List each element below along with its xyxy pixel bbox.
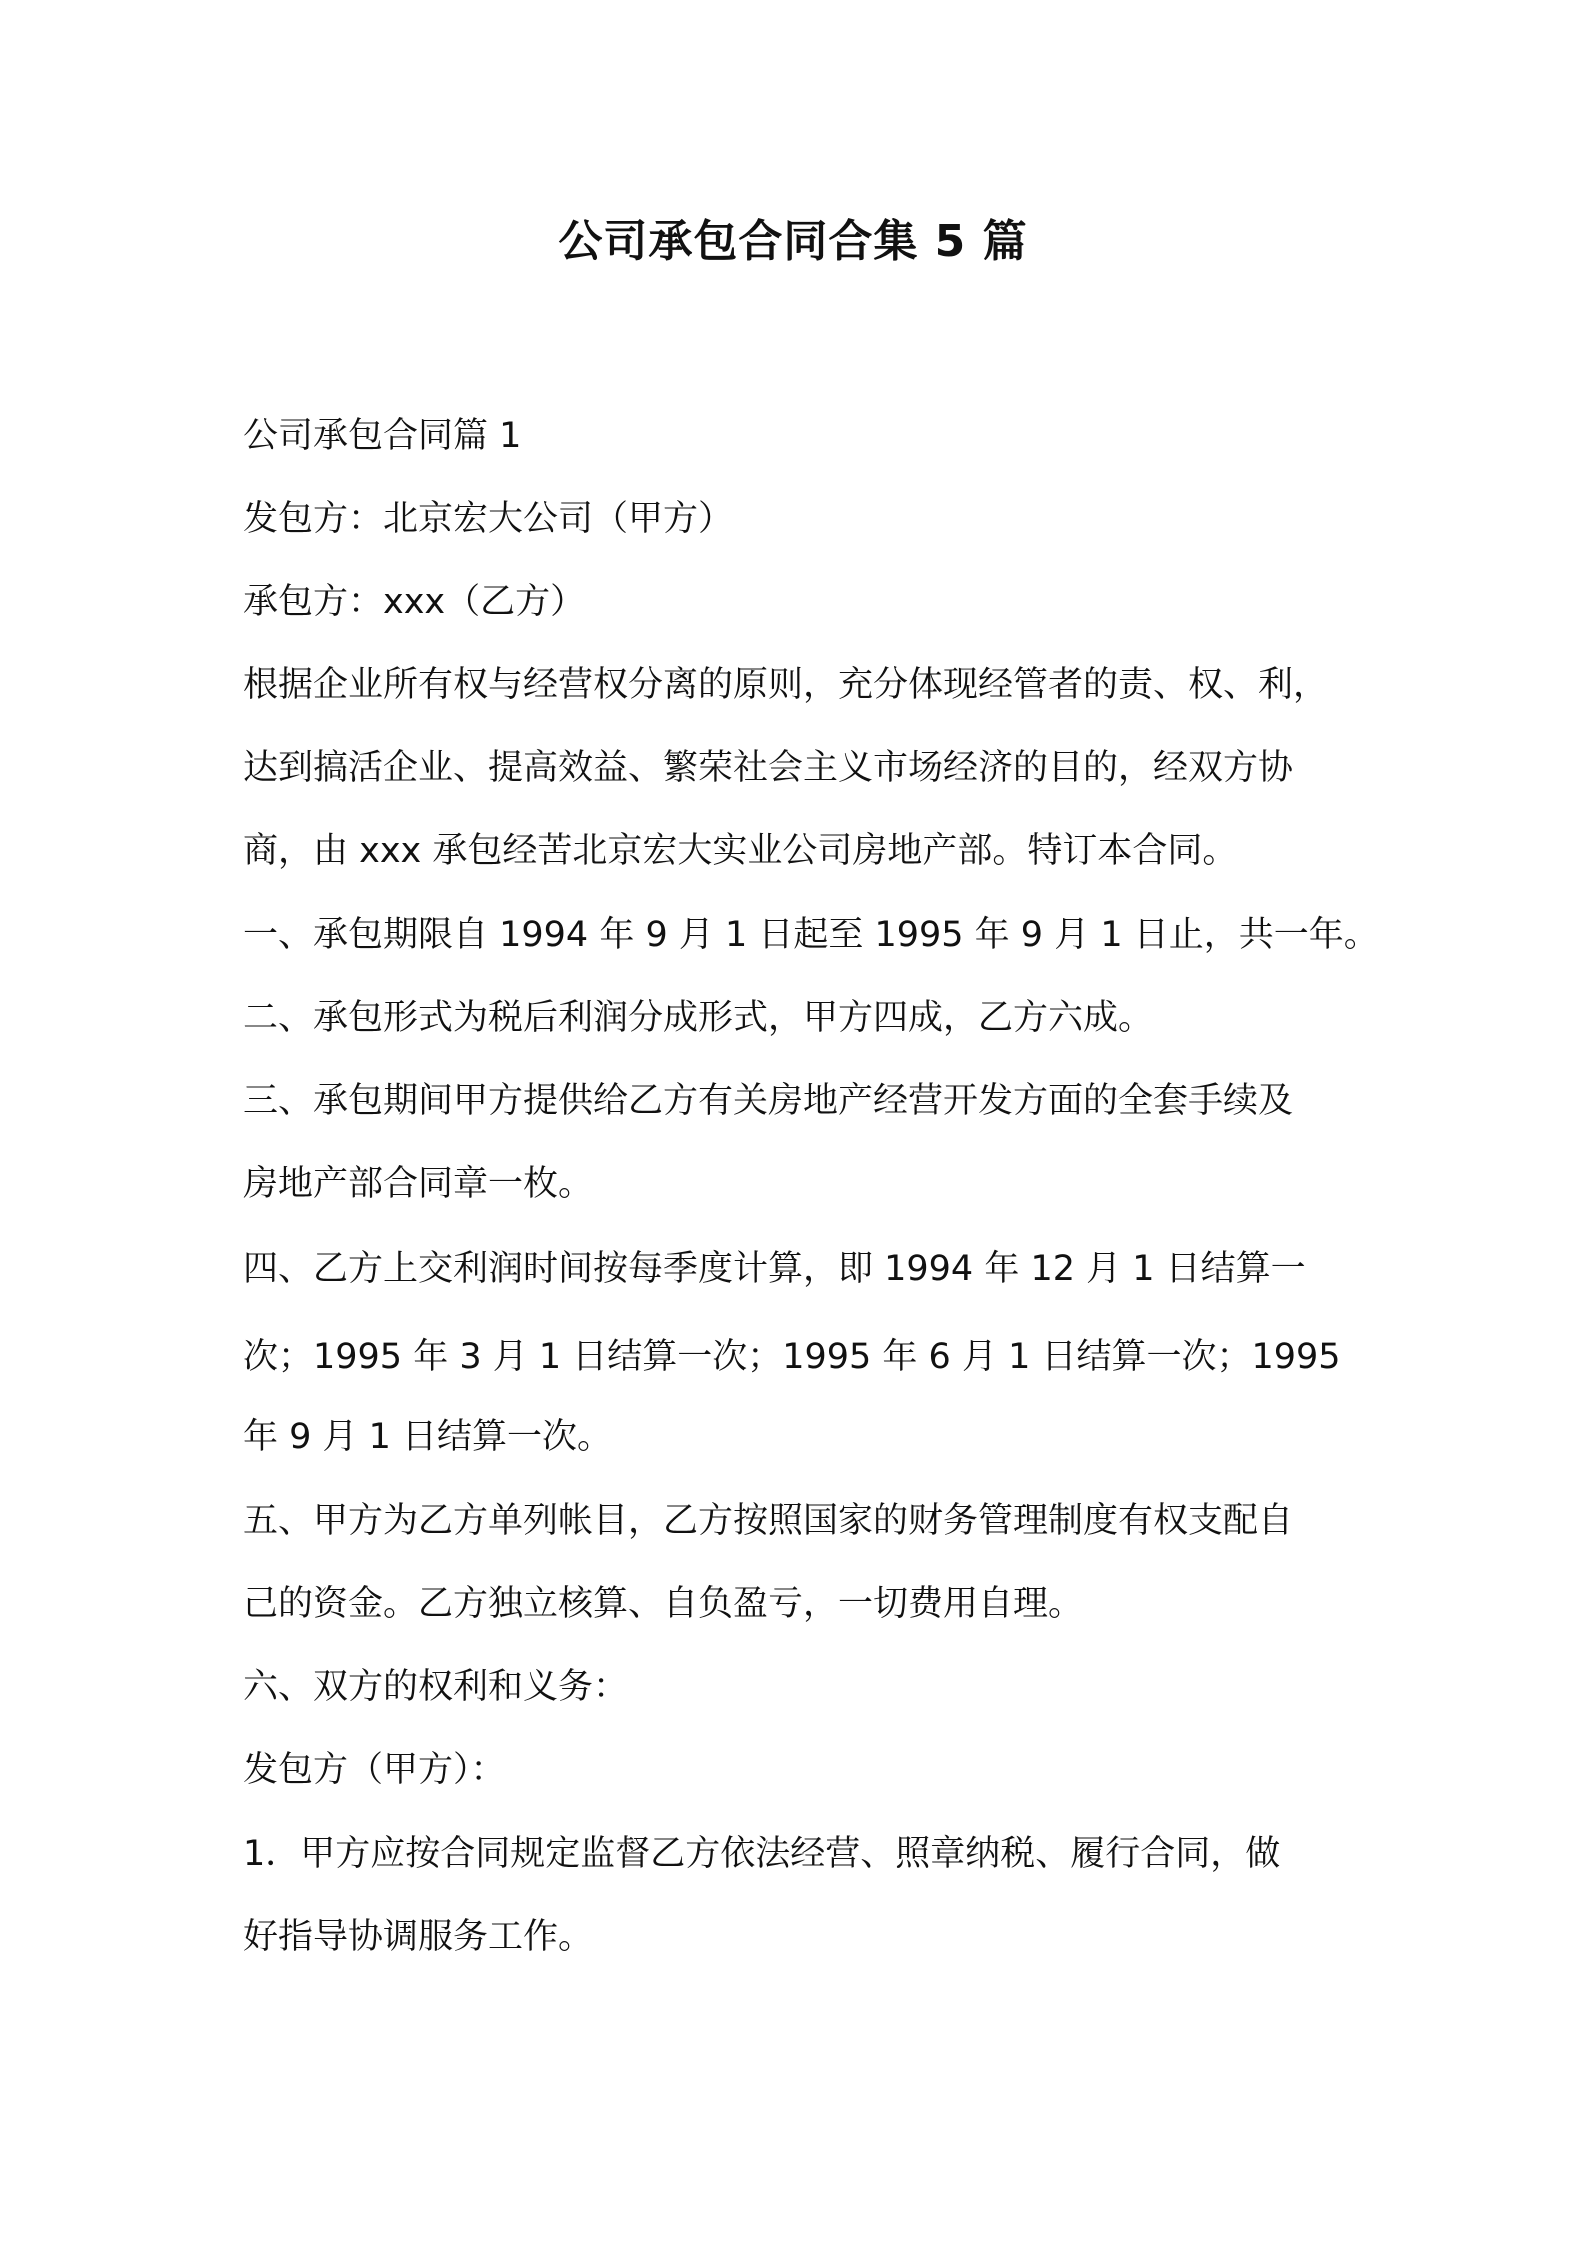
text-line: 次；1995 年 3 月 1 日结算一次；1995 年 6 月 1 日结算一次；1995 [243, 1337, 1341, 1377]
document-title: 公司承包合同合集 5 篇 [558, 216, 1028, 267]
section-heading: 公司承包合同篇 1 [243, 416, 522, 456]
text-line: 己的资金。乙方独立核算、自负盈亏，一切费用自理。 [243, 1584, 1084, 1624]
text-line: 1．甲方应按合同规定监督乙方依法经营、照章纳税、履行合同，做 [243, 1834, 1281, 1874]
text-line: 根据企业所有权与经营权分离的原则，充分体现经管者的责、权、利， [243, 665, 1329, 705]
text-line: 好指导协调服务工作。 [243, 1917, 594, 1957]
text-line: 发包方（甲方）： [243, 1750, 506, 1790]
text-line: 四、乙方上交利润时间按每季度计算，即 1994 年 12 月 1 日结算一 [243, 1249, 1306, 1289]
text-line: 五、甲方为乙方单列帐目，乙方按照国家的财务管理制度有权支配自 [243, 1501, 1294, 1541]
text-line: 房地产部合同章一枚。 [243, 1164, 594, 1204]
text-line: 三、承包期间甲方提供给乙方有关房地产经营开发方面的全套手续及 [243, 1081, 1294, 1121]
text-line: 商，由 xxx 承包经苦北京宏大实业公司房地产部。特订本合同。 [243, 831, 1238, 871]
text-line: 年 9 月 1 日结算一次。 [243, 1417, 613, 1457]
text-line: 达到搞活企业、提高效益、繁荣社会主义市场经济的目的，经双方协 [243, 748, 1294, 788]
text-line: 六、双方的权利和义务： [243, 1667, 629, 1707]
text-line: 二、承包形式为税后利润分成形式，甲方四成，乙方六成。 [243, 998, 1154, 1038]
text-line: 承包方：xxx（乙方） [243, 582, 586, 622]
text-line: 发包方：北京宏大公司（甲方） [243, 499, 734, 539]
text-line: 一、承包期限自 1994 年 9 月 1 日起至 1995 年 9 月 1 日止，共一年。 [243, 915, 1379, 955]
